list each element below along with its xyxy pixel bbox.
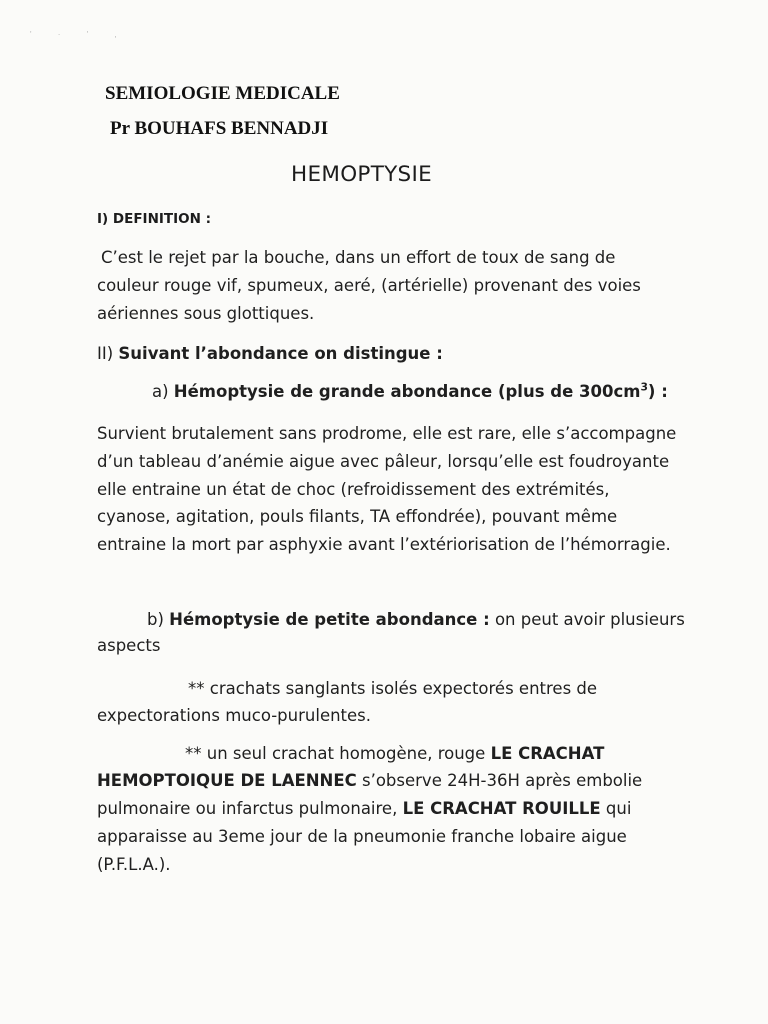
subsection-b-text: on peut avoir plusieurs: [489, 610, 685, 629]
item2-line-2-text: s’observe 24H-36H après embolie: [356, 771, 643, 790]
subsection-b-line-2: aspects: [97, 636, 161, 655]
section-definition-heading: I) DEFINITION :: [97, 211, 211, 227]
item2-line-1: [185, 740, 604, 768]
item1-line-2: expectorations muco-purulentes.: [97, 706, 372, 725]
author-name: Pr BOUHAFS BENNADJI: [110, 118, 329, 139]
definition-line-2: couleur rouge vif, spumeux, aeré, (artérielle) provenant des voies: [97, 276, 641, 295]
subsection-a-heading: [152, 378, 668, 406]
subsection-a-line-5: entraine la mort par asphyxie avant l’extériorisation de l’hémorragie.: [97, 535, 671, 554]
section-abundance-title: Suivant l’abondance on distingue :: [118, 344, 443, 363]
subsection-a-superscript: 3: [640, 380, 648, 394]
subsection-a-line-4: cyanose, agitation, pouls filants, TA effondrée), pouvant même: [97, 507, 618, 526]
definition-line-1: C’est le rejet par la bouche, dans un effort de toux de sang de: [101, 248, 616, 267]
item2-line-1-bold: LE CRACHAT: [490, 744, 605, 763]
item2-line-2: [97, 767, 642, 795]
subsection-a-title: Hémoptysie de grande abondance (plus de 300cm: [173, 382, 641, 401]
subsection-a-line-2: d’un tableau d’anémie aigue avec pâleur, lorsqu’elle est foudroyante: [97, 452, 670, 471]
subsection-a-label: a): [152, 382, 174, 401]
section-abundance-heading: [97, 340, 443, 368]
course-title: SEMIOLOGIE MEDICALE: [105, 83, 340, 104]
item2-line-3-end: qui: [600, 799, 632, 818]
subsection-a-title-end: ) :: [647, 382, 668, 401]
item2-line-2-bold: HEMOPTOIQUE DE LAENNEC: [97, 771, 357, 790]
subsection-a-line-1: Survient brutalement sans prodrome, elle est rare, elle s’accompagne: [97, 424, 677, 443]
page-title: HEMOPTYSIE: [291, 162, 433, 187]
section-abundance-prefix: II): [97, 344, 119, 363]
subsection-b-title: Hémoptysie de petite abondance :: [169, 610, 490, 629]
item2-line-3: [97, 795, 631, 823]
item1-line-1: ** crachats sanglants isolés expectorés entres de: [188, 679, 598, 698]
subsection-b-label: b): [147, 610, 170, 629]
subsection-b-heading: [147, 606, 685, 634]
subsection-a-line-3: elle entraine un état de choc (refroidissement des extrémités,: [97, 480, 610, 499]
item2-line-5: (P.F.L.A.).: [97, 855, 171, 874]
item2-line-3-text: pulmonaire ou infarctus pulmonaire,: [97, 799, 403, 818]
item2-line-3-bold: LE CRACHAT ROUILLE: [402, 799, 601, 818]
item2-line-4: apparaisse au 3eme jour de la pneumonie franche lobaire aigue: [97, 827, 627, 846]
scan-specks: ' · ' ,: [30, 30, 129, 39]
definition-line-3: aériennes sous glottiques.: [97, 304, 315, 323]
item2-line-1-text: ** un seul crachat homogène, rouge: [185, 744, 491, 763]
